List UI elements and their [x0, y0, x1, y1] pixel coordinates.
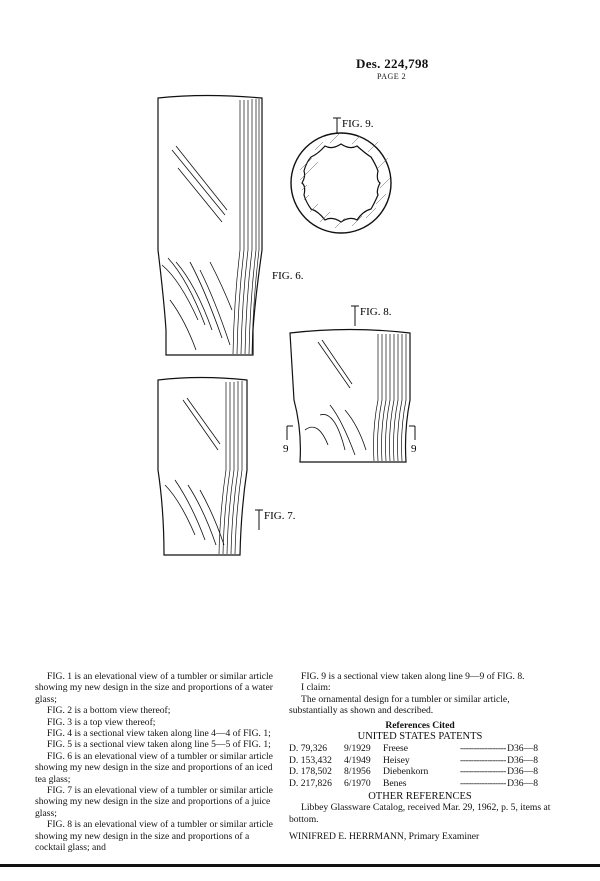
- reference-leader: -----------------: [460, 743, 506, 755]
- fig1-description: FIG. 1 is an elevational view of a tumbler or similar article showing my new design in the size and proportions of a water glass;: [35, 671, 273, 705]
- references-heading: References Cited: [385, 719, 455, 731]
- reference-leader: -----------------: [460, 777, 506, 789]
- reference-date: 4/1949: [344, 754, 371, 766]
- page-number: PAGE 2: [377, 72, 407, 81]
- reference-date: 6/1970: [344, 777, 371, 789]
- description-column: [35, 671, 275, 854]
- claim-intro: I claim:: [301, 682, 331, 694]
- fig8-description: FIG. 8 is an elevational view of a tumbler or similar article showing my new design in the size and proportions of a cocktail glass; and: [35, 819, 273, 854]
- fig2-description: FIG. 2 is a bottom view thereof;: [47, 705, 171, 717]
- reference-number: D. 153,432: [289, 754, 332, 766]
- fig8-cocktail-glass-drawing: [290, 330, 410, 463]
- fig9-description: FIG. 9 is a sectional view taken along line 9—9 of FIG. 8.: [301, 671, 525, 682]
- fig4-description: FIG. 4 is a sectional view taken along line 4—4 of FIG. 1;: [47, 728, 271, 740]
- fig6-label: FIG. 6.: [272, 270, 304, 282]
- bottom-rule: [0, 864, 600, 867]
- reference-name: Benes: [383, 777, 407, 789]
- other-reference: Libbey Glassware Catalog, received Mar. 29, 1962, p. 5, items at bottom.: [289, 802, 551, 825]
- claim-text: The ornamental design for a tumbler or similar article, substantially as shown and described.: [289, 693, 510, 717]
- reference-row: [289, 778, 551, 789]
- fig9-section-drawing: [291, 133, 391, 233]
- section-mark-left: 9: [283, 443, 289, 455]
- fig6-description: FIG. 6 is an elevational view of a tumbler or similar article showing my new design in the size and proportions of an iced tea glass;: [35, 750, 273, 785]
- reference-class: D36—8: [507, 766, 538, 778]
- fig8-label: FIG. 8.: [360, 306, 392, 318]
- fig7-label: FIG. 7.: [264, 510, 296, 522]
- fig9-label: FIG. 9.: [342, 118, 374, 130]
- fig7-juice-glass-drawing: [158, 378, 247, 556]
- reference-number: D. 217,826: [289, 777, 332, 789]
- other-references-heading: OTHER REFERENCES: [368, 791, 472, 803]
- reference-row: [289, 766, 551, 777]
- reference-name: Freese: [383, 743, 409, 755]
- claims-column: [289, 671, 551, 843]
- reference-leader: -----------------: [460, 754, 506, 766]
- fig7-description: FIG. 7 is an elevational view of a tumbler or similar article showing my new design in the size and proportions of a juice glass;: [35, 785, 273, 819]
- reference-row: [289, 755, 551, 766]
- reference-class: D36—8: [507, 743, 538, 755]
- reference-class: D36—8: [507, 777, 538, 789]
- fig6-tumbler-drawing: [158, 96, 262, 356]
- reference-name: Heisey: [383, 754, 410, 766]
- patent-number: Des. 224,798: [356, 56, 429, 71]
- section-mark-right: 9: [411, 443, 417, 455]
- examiner: WINIFRED E. HERRMANN, Primary Examiner: [289, 831, 480, 843]
- reference-row: [289, 743, 551, 754]
- references-table: [289, 743, 551, 789]
- section-line-9-right: [409, 426, 415, 440]
- reference-date: 9/1929: [344, 743, 371, 755]
- fig3-description: FIG. 3 is a top view thereof;: [47, 716, 156, 728]
- reference-number: D. 178,502: [289, 766, 332, 778]
- section-line-9-left: [287, 426, 293, 440]
- reference-number: D. 79,326: [289, 743, 328, 755]
- reference-leader: -----------------: [460, 766, 506, 778]
- reference-date: 8/1956: [344, 766, 371, 778]
- us-patents-heading: UNITED STATES PATENTS: [357, 731, 483, 743]
- fig5-description: FIG. 5 is a sectional view taken along line 5—5 of FIG. 1;: [47, 739, 271, 751]
- reference-class: D36—8: [507, 754, 538, 766]
- reference-name: Diebenkorn: [383, 766, 429, 778]
